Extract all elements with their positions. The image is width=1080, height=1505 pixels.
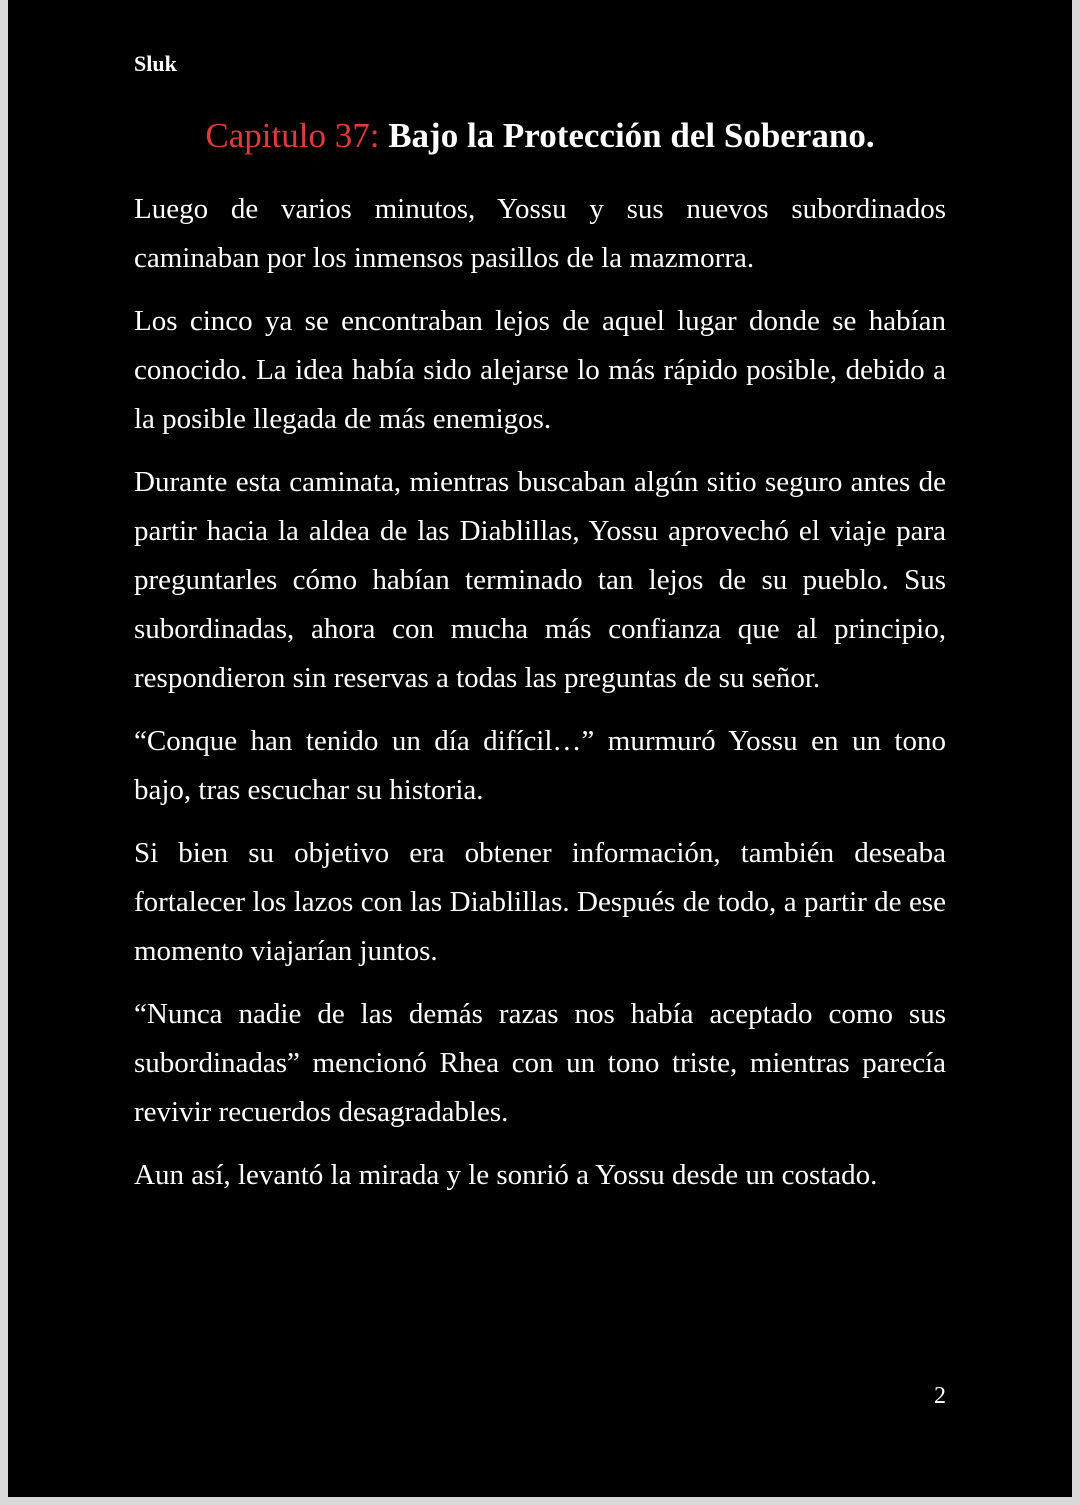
paragraph: Si bien su objetivo era obtener información, también deseaba fortalecer los lazos con las Diablillas. Después de todo, a partir de ese momento viajarían juntos. bbox=[134, 837, 946, 967]
page-number: 2 bbox=[934, 1383, 946, 1409]
document-page bbox=[8, 0, 1072, 1497]
running-header-author: Sluk bbox=[134, 51, 177, 76]
paragraph: Los cinco ya se encontraban lejos de aquel lugar donde se habían conocido. La idea había sido alejarse lo más rápido posible, debido a la posible llegada de más enemigos. bbox=[134, 305, 946, 435]
paragraph: Luego de varios minutos, Yossu y sus nuevos subordinados caminaban por los inmensos pasillos de la mazmorra. bbox=[134, 193, 946, 274]
chapter-title bbox=[8, 116, 1072, 156]
paragraph: “Nunca nadie de las demás razas nos había aceptado como sus subordinadas” mencionó Rhea con un tono triste, mientras parecía revivir recuerdos desagradables. bbox=[134, 998, 946, 1128]
chapter-title-text: Bajo la Protección del Soberano. bbox=[388, 116, 875, 155]
chapter-number-label: Capitulo 37: bbox=[205, 116, 380, 155]
paragraph: Durante esta caminata, mientras buscaban algún sitio seguro antes de partir hacia la aldea de las Diablillas, Yossu aprovechó el viaje para preguntarles cómo habían terminado tan lejos de su pueblo. Sus subordinadas, ahora con mucha más confianza que al principio, respondieron sin reservas a todas las preguntas de su señor. bbox=[134, 466, 946, 694]
paragraph: “Conque han tenido un día difícil…” murmuró Yossu en un tono bajo, tras escuchar su historia. bbox=[134, 725, 946, 806]
body-text bbox=[134, 185, 946, 1214]
paragraph: Aun así, levantó la mirada y le sonrió a Yossu desde un costado. bbox=[134, 1159, 878, 1191]
